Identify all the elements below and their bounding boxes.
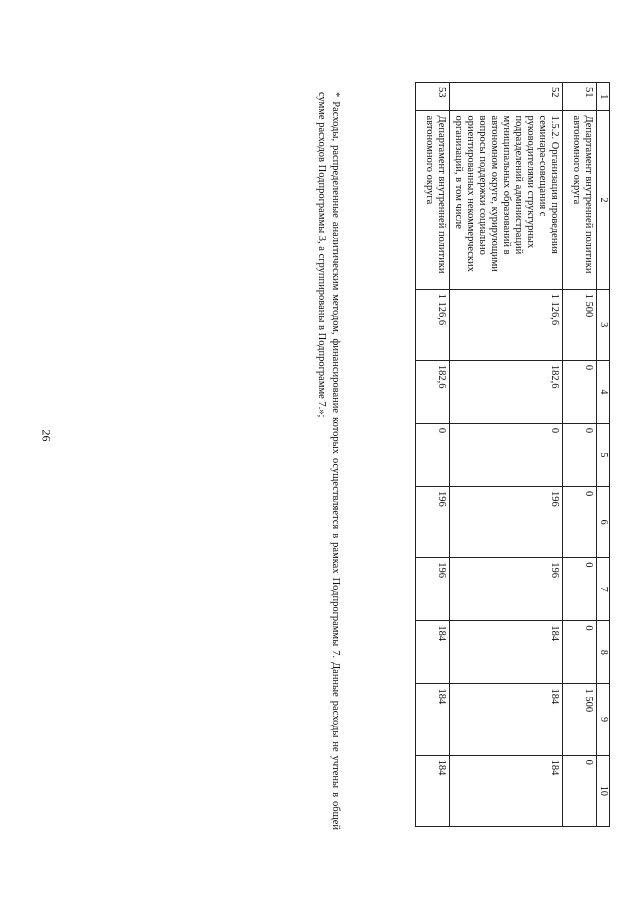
table-cell: 0 [450,423,563,486]
table-cell: 184 [416,684,450,755]
table-cell: 0 [563,423,597,486]
table-cell: 1 126,6 [450,289,563,360]
table-header-row [597,83,610,827]
column-number: 7 [597,558,610,621]
row-description: Департамент внутренней политики автономного округа [563,111,597,289]
table-row [563,83,597,827]
table-cell: 184 [416,621,450,684]
table-cell: 196 [416,558,450,621]
table-cell: 1 500 [563,289,597,360]
table-cell: 196 [450,487,563,558]
rotated-page [30,52,610,852]
table-cell: 182,6 [450,360,563,423]
table-cell: 52 [450,83,563,111]
column-number: 6 [597,487,610,558]
column-number: 5 [597,423,610,486]
row-description: Департамент внутренней политики автономного округа [416,111,450,289]
table-cell: 0 [563,487,597,558]
column-number: 8 [597,621,610,684]
row-description: 1.5.2. Организация проведения семинара-совещания с руководителями структурных подразделений администраций муниципальных образований в автономном округе, курирующими вопросы поддержки социально ориентированных некоммерческих организаций, в том числе [450,111,563,289]
column-number: 3 [597,289,610,360]
table-cell: 182,6 [416,360,450,423]
table-cell: 0 [563,360,597,423]
table-cell: 196 [416,487,450,558]
table-row [416,83,450,827]
column-number: 1 [597,83,610,111]
budget-table [415,82,610,827]
column-number: 9 [597,684,610,755]
footnote: * Расходы, распределенные аналитическим методом, финансирование которых осуществляется в рамках Подпрограммы 7. Данные расходы не учтены в общей сумме расходов Подпрограммы 3, а сгруппированы в Подпрограмме 7.»; [316,92,341,830]
table-cell: 184 [450,621,563,684]
table-cell: 184 [450,755,563,826]
table-cell: 196 [450,558,563,621]
column-number: 10 [597,755,610,826]
table-cell: 53 [416,83,450,111]
column-number: 4 [597,360,610,423]
table-cell: 1 126,6 [416,289,450,360]
table-cell: 184 [450,684,563,755]
column-number: 2 [597,111,610,289]
table-row [450,83,563,827]
page-number: 26 [39,429,54,442]
table-cell: 184 [416,755,450,826]
table-cell: 0 [563,558,597,621]
table-cell: 1 500 [563,684,597,755]
table-cell: 0 [563,755,597,826]
table-cell: 0 [416,423,450,486]
table-cell: 0 [563,621,597,684]
table-cell: 51 [563,83,597,111]
